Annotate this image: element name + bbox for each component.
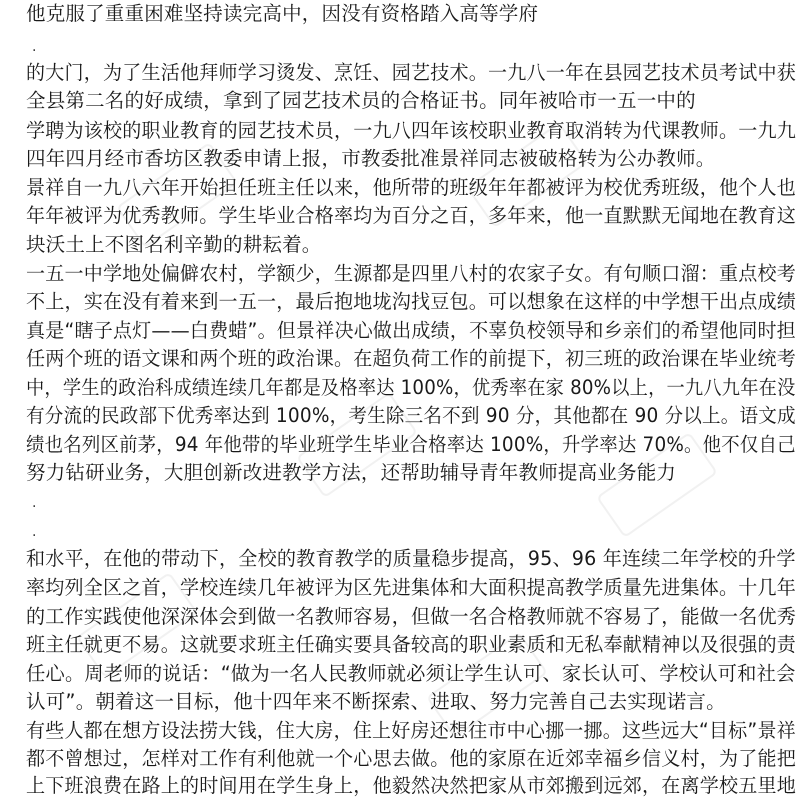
text-line: 上下班浪费在路上的时间用在学生身上，他毅然决然把家从市郊搬到远郊，在离学校五里地 [26,774,797,797]
text-line: 一五一中学地处偏僻农村，学额少，生源都是四里八村的农家子女。有句顺口溜：重点校考 [26,262,797,285]
text-line: 认可”。朝着这一目标，他十四年来不断探索、进取、努力完善自己去实现诺言。 [26,690,726,713]
text-line: 四年四月经市香坊区教委申请上报，市教委批准景祥同志被破格转为公办教师。 [26,147,716,170]
text-line: 任心。周老师的说话：“做为一名人民教师就必须让学生认可、家长认可、学校认可和社会 [26,662,796,685]
text-line: 的大门，为了生活他拜师学习烫发、烹饪、园艺技术。一九八一年在县园艺技术员考试中获 [26,61,797,84]
text-line: 景祥自一九八六年开始担任班主任以来，他所带的班级年年都被评为校优秀班级，他个人也 [26,176,797,199]
text-line: 他克服了重重困难坚持读完高中，因没有资格踏入高等学府 [26,2,539,25]
text-line: 都不曾想过，怎样对工作有利他就一个心思去做。他的家原在近郊幸福乡信义村，为了能把 [26,747,797,770]
text-line: 的工作实践使他深深体会到做一名教师容易，但做一名合格教师就不容易了，能做一名优秀 [26,605,797,628]
text-line: 年年被评为优秀教师。学生毕业合格率均为百分之百，多年来，他一直默默无闻地在教育这 [26,204,797,227]
text-line: 任两个班的语文课和两个班的政治课。在超负荷工作的前提下，初三班的政治课在毕业统考 [26,347,797,370]
text-line: 全县第二名的好成绩，拿到了园艺技术员的合格证书。同年被哈市一五一中的 [26,89,696,112]
text-line: 绩也名列区前茅，94 年他带的毕业班学生毕业合格率达 100%，升学率达 70%。他不仅自己 [26,433,796,456]
paragraph-separator: . [32,495,37,511]
text-line: 不上，实在没有着来到一五一，最后抱地垅沟找豆包。可以想象在这样的中学想干出点成绩 [26,290,797,313]
paragraph-separator: . [32,524,37,540]
text-line: 和水平，在他的带动下，全校的教育教学的质量稳步提高，95、96 年连续二年学校的升学 [26,547,796,570]
text-line: 班主任就更不易。这就要求班主任确实要具备较高的职业素质和无私奉献精神以及很强的责 [26,633,797,656]
text-line: 中，学生的政治科成绩连续几年都是及格率达 100%，优秀率在家 80%以上，一九八九年在没 [26,376,796,399]
text-line: 学聘为该校的职业教育的园艺技术员，一九八四年该校职业教育取消转为代课教师。一九九 [26,119,797,142]
text-line: 有些人都在想方设法捞大钱，住大房，住上好房还想往市中心挪一挪。这些远大“目标”景祥 [26,719,796,742]
paragraph-separator: . [32,39,37,55]
text-line: 率均列全区之首，学校连续几年被评为区先进集体和大面积提高教学质量先进集体。十几年 [26,576,797,599]
text-line: 真是“瞎子点灯——白费蜡”。但景祥决心做出成绩，不辜负校领导和乡亲们的希望他同时担 [26,319,796,342]
text-line: 努力钻研业务，大胆创新改进教学方法，还帮助辅导青年教师提高业务能力 [26,461,677,484]
text-line: 块沃土上不图名利辛勤的耕耘着。 [26,233,322,256]
text-line: 有分流的民政部下优秀率达到 100%，考生除三名不到 90 分，其他都在 90 分以上。语文成 [26,404,796,427]
